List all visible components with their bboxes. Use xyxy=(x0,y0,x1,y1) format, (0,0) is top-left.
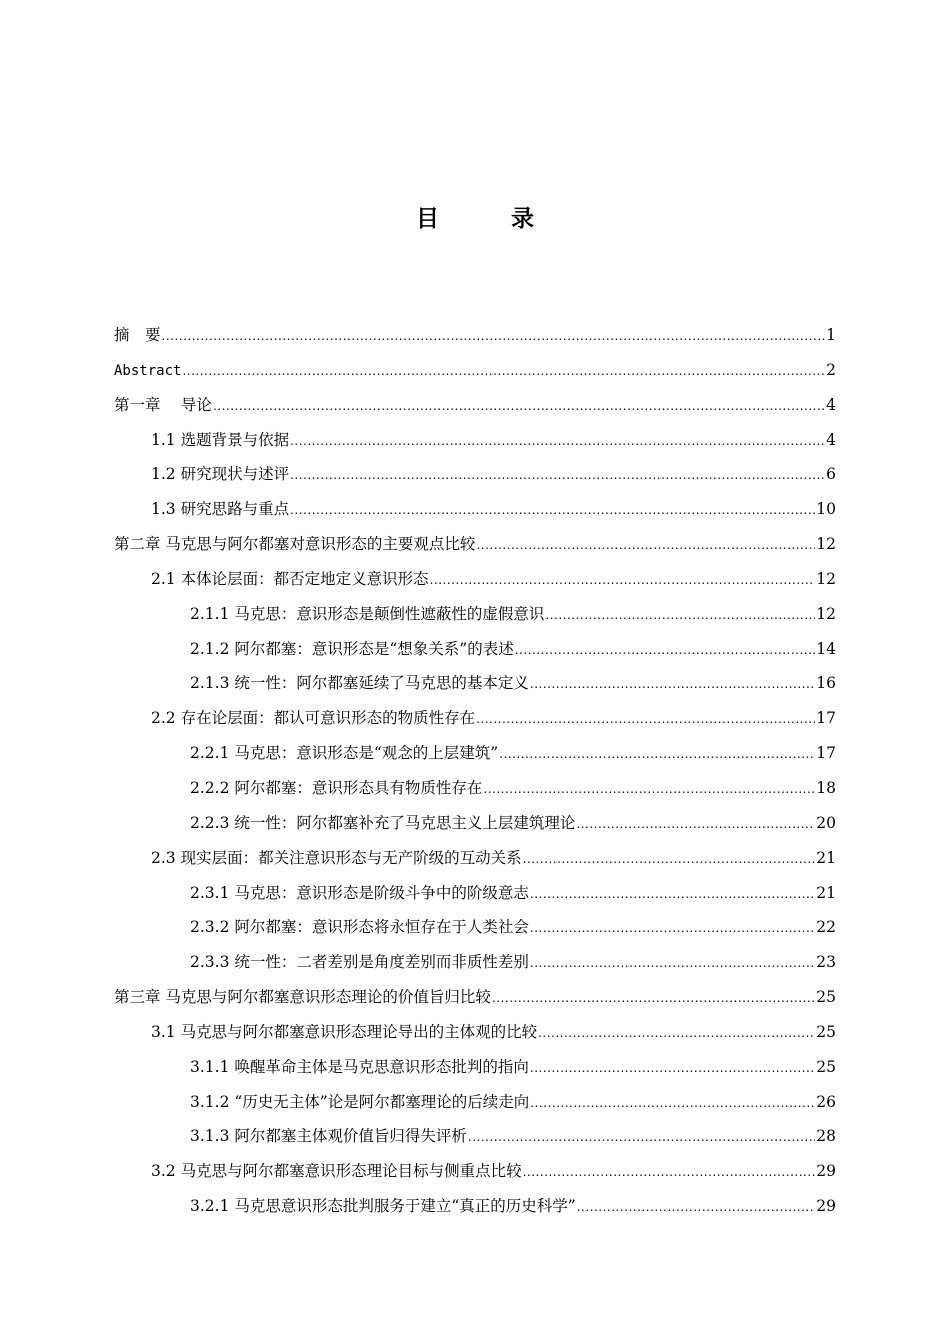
toc-entry[interactable] xyxy=(114,1085,836,1120)
toc-entry-label: 3.2 马克思与阿尔都塞意识形态理论目标与侧重点比较 xyxy=(151,1162,522,1181)
toc-entry[interactable] xyxy=(114,562,836,597)
dot-leader xyxy=(290,493,815,528)
toc-entry-label: 3.1.1 唤醒革命主体是马克思意识形态批判的指向 xyxy=(190,1057,529,1076)
dot-leader xyxy=(576,807,815,842)
toc-entry-label: 2.1.1 马克思：意识形态是颠倒性遮蔽性的虚假意识 xyxy=(190,604,545,623)
toc-entry[interactable] xyxy=(114,876,836,911)
dot-leader xyxy=(577,1190,816,1225)
toc-entry-label: 1.1 选题背景与依据 xyxy=(151,430,290,449)
toc-entry-label: 3.1.2 “历史无主体”论是阿尔都塞理论的后续走向 xyxy=(190,1092,530,1111)
toc-entry[interactable] xyxy=(114,492,836,527)
toc-entry-page-number: 28 xyxy=(816,1127,836,1146)
toc-entry-page-number: 26 xyxy=(816,1092,836,1111)
dot-leader xyxy=(182,354,825,389)
table-of-contents xyxy=(114,318,836,1224)
toc-entry-page-number: 17 xyxy=(816,744,836,763)
toc-entry-label: 2.2 存在论层面：都认可意识形态的物质性存在 xyxy=(151,709,476,728)
toc-entry-page-number: 6 xyxy=(826,465,836,484)
page-title: 目 录 xyxy=(415,206,566,232)
toc-entry-page-number: 16 xyxy=(816,674,836,693)
toc-entry-label: 第二章 马克思与阿尔都塞对意识形态的主要观点比较 xyxy=(114,535,476,554)
toc-entry[interactable] xyxy=(114,945,836,980)
toc-entry-page-number: 14 xyxy=(816,639,836,658)
toc-entry-label: 2.2.2 阿尔都塞：意识形态具有物质性存在 xyxy=(190,778,483,797)
toc-entry-page-number: 23 xyxy=(816,953,836,972)
toc-entry-label: 2.3.1 马克思：意识形态是阶级斗争中的阶级意志 xyxy=(190,883,529,902)
toc-entry-label: 1.3 研究思路与重点 xyxy=(151,500,290,519)
toc-entry-label: 3.1.3 阿尔都塞主体观价值旨归得失评析 xyxy=(190,1127,467,1146)
dot-leader xyxy=(492,981,815,1016)
toc-entry-page-number: 12 xyxy=(816,535,836,554)
toc-entry-label: 2.3.2 阿尔都塞：意识形态将永恒存在于人类社会 xyxy=(190,918,529,937)
toc-entry-page-number: 10 xyxy=(816,500,836,519)
dot-leader xyxy=(468,1120,815,1155)
toc-entry[interactable] xyxy=(114,388,836,423)
toc-entry-page-number: 29 xyxy=(816,1162,836,1181)
toc-entry[interactable] xyxy=(114,980,836,1015)
dot-leader xyxy=(213,389,825,424)
toc-entry-page-number: 21 xyxy=(816,883,836,902)
toc-entry[interactable] xyxy=(114,771,836,806)
dot-leader xyxy=(530,911,815,946)
toc-entry-page-number: 12 xyxy=(816,604,836,623)
toc-entry[interactable] xyxy=(114,527,836,562)
dot-leader xyxy=(430,563,816,598)
dot-leader xyxy=(523,842,816,877)
dot-leader xyxy=(162,319,826,354)
toc-entry-page-number: 20 xyxy=(816,813,836,832)
toc-entry-page-number: 21 xyxy=(816,848,836,867)
toc-entry[interactable] xyxy=(114,1119,836,1154)
toc-entry-label: 2.2.3 统一性：阿尔都塞补充了马克思主义上层建筑理论 xyxy=(190,813,576,832)
toc-entry-page-number: 25 xyxy=(816,1022,836,1041)
dot-leader xyxy=(530,1086,815,1121)
toc-entry-page-number: 12 xyxy=(816,569,836,588)
dot-leader xyxy=(530,877,815,912)
dot-leader xyxy=(530,946,815,981)
dot-leader xyxy=(530,667,815,702)
toc-entry-label: 3.2.1 马克思意识形态批判服务于建立“真正的历史科学” xyxy=(190,1197,576,1216)
toc-entry[interactable] xyxy=(114,910,836,945)
toc-entry[interactable] xyxy=(114,1189,836,1224)
toc-entry-page-number: 1 xyxy=(826,326,836,344)
toc-entry-page-number: 4 xyxy=(826,395,836,414)
toc-entry[interactable] xyxy=(114,457,836,492)
toc-entry-page-number: 17 xyxy=(816,709,836,728)
toc-entry-label: 2.3 现实层面：都关注意识形态与无产阶级的互动关系 xyxy=(151,848,522,867)
dot-leader xyxy=(483,772,815,807)
toc-entry[interactable] xyxy=(114,632,836,667)
toc-entry-label: 1.2 研究现状与述评 xyxy=(151,465,290,484)
toc-entry-page-number: 4 xyxy=(826,430,836,449)
toc-entry-label: 2.1.2 阿尔都塞：意识形态是“想象关系”的表述 xyxy=(190,639,514,658)
dot-leader xyxy=(530,1051,815,1086)
toc-entry-page-number: 25 xyxy=(816,988,836,1007)
toc-entry[interactable] xyxy=(114,736,836,771)
toc-entry[interactable] xyxy=(114,318,836,353)
toc-entry[interactable] xyxy=(114,423,836,458)
toc-entry-label: 3.1 马克思与阿尔都塞意识形态理论导出的主体观的比较 xyxy=(151,1022,538,1041)
toc-entry[interactable] xyxy=(114,353,836,388)
toc-entry[interactable] xyxy=(114,806,836,841)
toc-entry-label: 第三章 马克思与阿尔都塞意识形态理论的价值旨归比较 xyxy=(114,988,491,1007)
dot-leader xyxy=(476,528,815,563)
toc-entry-page-number: 25 xyxy=(816,1057,836,1076)
toc-entry-label: 第一章 导论 xyxy=(114,395,212,414)
toc-entry-label: Abstract xyxy=(114,362,182,379)
dot-leader xyxy=(515,633,816,668)
dot-leader xyxy=(290,458,825,493)
toc-entry[interactable] xyxy=(114,701,836,736)
dot-leader xyxy=(523,1155,816,1190)
dot-leader xyxy=(476,702,815,737)
dot-leader xyxy=(499,737,815,772)
dot-leader xyxy=(538,1016,815,1051)
toc-entry-page-number: 2 xyxy=(826,360,836,379)
toc-entry[interactable] xyxy=(114,1154,836,1189)
toc-entry[interactable] xyxy=(114,597,836,632)
toc-entry-page-number: 18 xyxy=(816,778,836,797)
toc-entry-page-number: 29 xyxy=(816,1197,836,1216)
toc-entry-page-number: 22 xyxy=(816,918,836,937)
dot-leader xyxy=(545,598,815,633)
toc-entry-label: 2.1 本体论层面：都否定地定义意识形态 xyxy=(151,569,429,588)
toc-entry-label: 2.3.3 统一性：二者差别是角度差别而非质性差别 xyxy=(190,953,529,972)
toc-entry-label: 摘 要 xyxy=(114,326,161,344)
toc-entry-label: 2.1.3 统一性：阿尔都塞延续了马克思的基本定义 xyxy=(190,674,529,693)
toc-entry[interactable] xyxy=(114,1015,836,1050)
toc-entry[interactable] xyxy=(114,841,836,876)
toc-entry[interactable] xyxy=(114,666,836,701)
dot-leader xyxy=(290,424,825,459)
toc-entry[interactable] xyxy=(114,1050,836,1085)
toc-entry-label: 2.2.1 马克思：意识形态是“观念的上层建筑” xyxy=(190,744,499,763)
